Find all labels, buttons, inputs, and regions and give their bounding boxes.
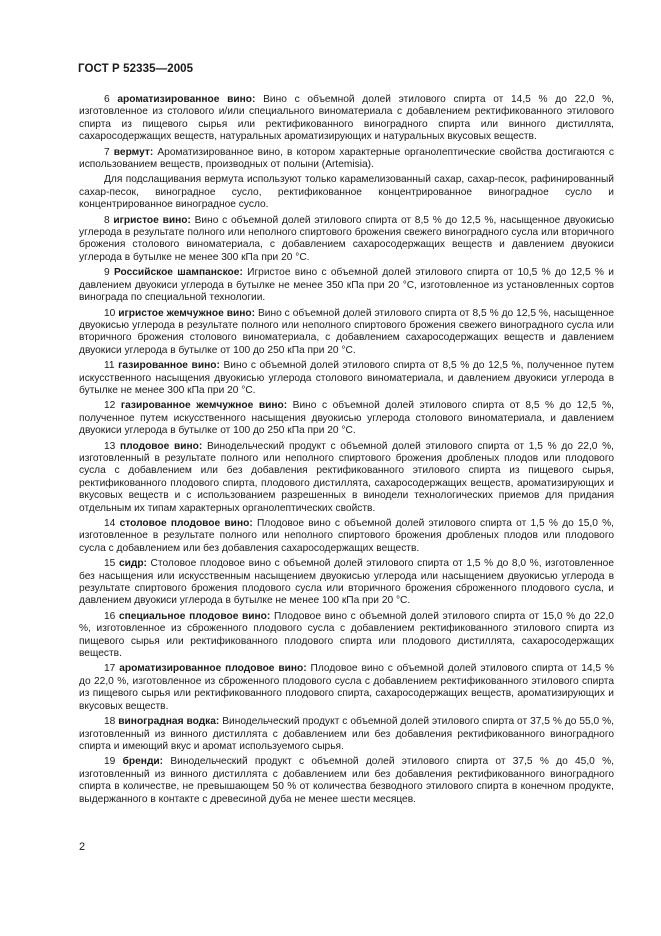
definition-paragraph — [79, 147, 614, 172]
definition-term: ароматизированное вино: — [117, 94, 256, 105]
definition-paragraph — [79, 174, 614, 211]
definition-term: плодовое вино: — [120, 440, 203, 452]
definition-number: 18 — [104, 716, 116, 728]
definition-text: Винодельческий продукт с объемной долей этилового спирта от 37,5 % до 45,0 %, изготовленный из винного дистиллята с добавлением или без добавления ректификованного виноградного спирта в количестве, не превышающем 50 % от количества безводного этилового спирта в конечном продукте, выдержанного в контакте с древесиной дуба не менее шести месяцев. — [79, 756, 614, 805]
page-number: 2 — [79, 841, 86, 853]
definition-paragraph — [79, 716, 614, 753]
definition-paragraph — [79, 611, 614, 661]
definition-text: Плодовое вино с объемной долей этилового спирта от 1,5 % до 15,0 %, изготовленное в результате полного или неполного спиртового брожения дробленых плодов или плодового сусла с добавлением или без добавления сахаросодержащих веществ. — [79, 518, 614, 554]
definition-paragraph — [79, 558, 614, 608]
definition-term: сидр: — [118, 558, 147, 570]
definition-term: ароматизированное плодовое вино: — [119, 663, 307, 675]
definition-number: 15 — [104, 558, 116, 570]
definition-term: газированное жемчужное вино: — [120, 400, 288, 412]
definition-text: Плодовое вино с объемной долей этилового спирта от 15,0 % до 22,0 %, изготовленное из сброженного плодового сусла с добавлением ректификованного этилового спирта из пищевого сырья или ректификованного плодового спирта или плодового дистиллята, сахаросодержащих веществ. — [79, 610, 614, 660]
definition-paragraph — [79, 94, 614, 144]
standard-header: ГОСТ Р 52335—2005 — [78, 63, 194, 75]
definition-number: 19 — [104, 756, 116, 768]
definition-number: 13 — [104, 440, 116, 452]
definition-number: 11 — [104, 360, 115, 372]
definition-term: игристое жемчужное вино: — [118, 307, 255, 319]
definition-paragraph — [79, 215, 614, 265]
definition-text: Для подслащивания вермута используют только карамелизованный сахар, сахар-песок, рафинированный сахар-песок, виноградное сусло, ректификованное концентрированное виноградное сусло и концентрированное виноградное сусло. — [79, 174, 614, 211]
definition-text: Вино с объемной долей этилового спирта от 8,5 % до 12,5 %, насыщенное двуокисью углерода в результате полного или неполного спиртового брожения свежего виноградного сусла или вторичного брожения столового виноматериала, с добавлением сахаросодержащих веществ и давлением двуокиси углерода в бутылке не менее 300 кПа при 20 °С. — [79, 214, 614, 263]
definition-paragraph — [79, 360, 614, 397]
definition-paragraph — [79, 441, 614, 515]
definition-paragraph — [79, 756, 614, 806]
definition-text: Вино с объемной долей этилового спирта от 8,5 % до 12,5 %, насыщенное двуокисью углерода в результате полного или неполного спиртового брожения свежего виноградного сусла или вторичного брожения столового виноматериала, с добавлением сахаросодержащих веществ и давлением двуокиси углерода в бутылке от 100 до 250 кПа при 20 °С. — [79, 307, 614, 356]
definition-number: 12 — [104, 400, 116, 412]
definitions-body — [79, 94, 614, 809]
definition-number: 8 — [104, 214, 110, 226]
definition-number: 16 — [104, 610, 116, 622]
definition-text: Столовое плодовое вино с объемной долей этилового спирта от 1,5 % до 8,0 %, изготовленное без насыщения или искусственным насыщением двуокисью углерода или насыщением двуокисью углерода в результате спиртового брожения плодового сусла или вторичного брожения сброженного плодового сусла, и давлением двуокиси углерода в бутылке не менее 100 кПа при 20 °С. — [79, 558, 614, 607]
definition-text: Ароматизированное вино, в котором характерные органолептические свойства достигаются с использованием веществ, производных от полыни (Artemisia). — [79, 146, 614, 171]
definition-number: 14 — [104, 518, 116, 529]
definition-text: Вино с объемной долей этилового спирта от 14,5 % до 22,0 %, изготовленное из столового и/или специального виноматериала с добавлением ректификованного этилового спирта из пищевого сырья или ректификованного виноградного спирта или винного дистиллята, сахаросодержащих веществ, натуральных ароматизирующих и натуральных вкусовых веществ. — [79, 94, 614, 143]
definition-term: газированное вино: — [118, 360, 220, 372]
definition-number: 17 — [104, 663, 116, 675]
definition-number: 7 — [104, 146, 110, 158]
definition-text: Вино с объемной долей этилового спирта от 8,5 % до 12,5 %, полученное путем искусственного насыщения двуокисью углерода столового виноматериала, и давлением двуокиси углерода в бутылке от 100 до 250 кПа при 20 °С. — [79, 400, 614, 437]
definition-paragraph — [79, 663, 614, 713]
definition-term: бренди: — [122, 756, 164, 768]
definition-term: столовое плодовое вино: — [119, 518, 253, 529]
definition-term: Российское шампанское: — [113, 267, 243, 279]
definition-paragraph — [79, 267, 614, 304]
definition-term: игристое вино: — [113, 214, 191, 226]
definition-term: виноградная водка: — [118, 716, 220, 728]
definition-text: Винодельческий продукт с объемной долей этилового спирта от 37,5 % до 55,0 %, изготовленный из винного дистиллята с добавлением или без добавления ректификованного виноградного спирта и имеющий вкус и аромат используемого сырья. — [79, 716, 614, 752]
definition-paragraph — [79, 400, 614, 437]
definition-text: Винодельческий продукт с объемной долей этилового спирта от 1,5 % до 22,0 %, изготовленный в результате полного или неполного спиртового брожения дробленых плодов или плодового сусла с добавлением или без добавления ректификованного этилового спирта из пищевого сырья, ректификованного плодового спирта, плодового дистиллята, сахаросодержащих веществ, ароматизирующих и вкусовых веществ и с использованием разрешенных в винодели технологических приемов для придания отдельным их типам характерных органолептических свойств. — [79, 440, 615, 514]
definition-term: вермут: — [113, 146, 154, 158]
definition-paragraph — [79, 308, 614, 358]
definition-text: Вино с объемной долей этилового спирта от 8,5 % до 12,5 %, полученное путем искусственного насыщения двуокисью углерода столового виноматериала, и давлением двуокиси углерода в бутылке не менее 300 кПа при 20 °С. — [79, 360, 614, 396]
definition-number: 9 — [104, 267, 110, 279]
definition-number: 10 — [104, 307, 116, 319]
definition-term: специальное плодовое вино: — [118, 610, 271, 622]
definition-number: 6 — [104, 94, 110, 105]
definition-paragraph — [79, 518, 614, 555]
definition-text: Игристое вино с объемной долей этилового спирта от 10,5 % до 12,5 % и давлением двуокиси углерода в бутылке не менее 350 кПа при 20 °С, изготовленное из установленных сортов винограда по специальной технологии. — [79, 267, 614, 304]
definition-text: Плодовое вино с объемной долей этилового спирта от 14,5 % до 22,0 %, изготовленное из сброженного плодового сусла с добавлением ректификованного этилового спирта из пищевого сырья или ректификованного плодового спирта, сахаросодержащих веществ, ароматизирующих и вкусовых веществ. — [79, 663, 614, 712]
